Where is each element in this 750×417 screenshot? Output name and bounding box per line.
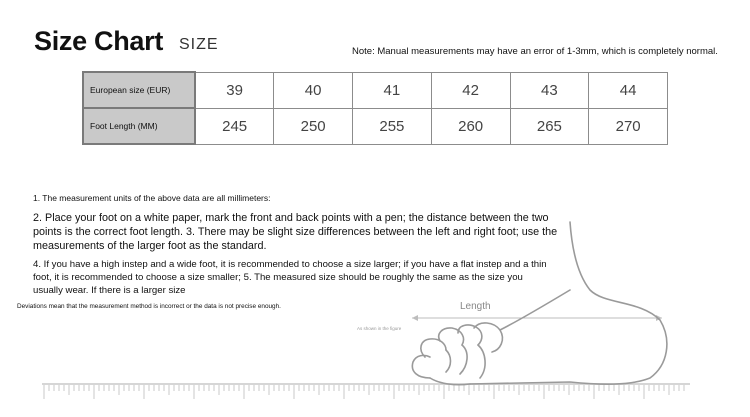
table-cell: 255 bbox=[353, 108, 432, 144]
table-cell: 260 bbox=[431, 108, 510, 144]
row-header-eur: European size (EUR) bbox=[83, 72, 195, 108]
measurement-note: Note: Manual measurements may have an error of 1-3mm, which is completely normal. bbox=[352, 46, 718, 57]
instruction-1: 1. The measurement units of the above data are all millimeters: bbox=[33, 193, 271, 203]
figure-caption: As shown in the figure bbox=[357, 326, 402, 331]
length-label: Length bbox=[460, 301, 491, 312]
table-cell: 250 bbox=[274, 108, 353, 144]
table-cell: 40 bbox=[274, 72, 353, 108]
row-header-foot-length: Foot Length (MM) bbox=[83, 108, 195, 144]
table-cell: 270 bbox=[589, 108, 668, 144]
table-row bbox=[83, 72, 668, 108]
ruler bbox=[42, 384, 690, 399]
table-cell: 265 bbox=[510, 108, 589, 144]
table-cell: 39 bbox=[195, 72, 274, 108]
instruction-4: 4. If you have a high instep and a wide foot, it is recommended to choose a size larger; if you have a flat instep and a thin foot, it is recommended to choose a size smaller; 5. The measured size should be roughly the same as the size you usually wear. If there is a larger size bbox=[33, 259, 547, 296]
table-cell: 41 bbox=[353, 72, 432, 108]
page-title: Size Chart bbox=[34, 26, 164, 56]
page-subtitle: SIZE bbox=[179, 36, 219, 53]
deviation-note: Deviations mean that the measurement method is incorrect or the data is not precise enough. bbox=[17, 303, 281, 310]
table-cell: 245 bbox=[195, 108, 274, 144]
table-row bbox=[83, 108, 668, 144]
arrow-left-icon bbox=[412, 315, 418, 321]
instruction-2: 2. Place your foot on a white paper, mark the front and back points with a pen; the distance between the two points is the correct foot length. 3. There may be slight size differences between the left and right foot; use the measurements of the larger foot as the standard. bbox=[33, 212, 558, 252]
size-table bbox=[82, 71, 668, 145]
table-cell: 42 bbox=[431, 72, 510, 108]
arrow-right-icon bbox=[656, 315, 662, 321]
table-cell: 43 bbox=[510, 72, 589, 108]
table-cell: 44 bbox=[589, 72, 668, 108]
